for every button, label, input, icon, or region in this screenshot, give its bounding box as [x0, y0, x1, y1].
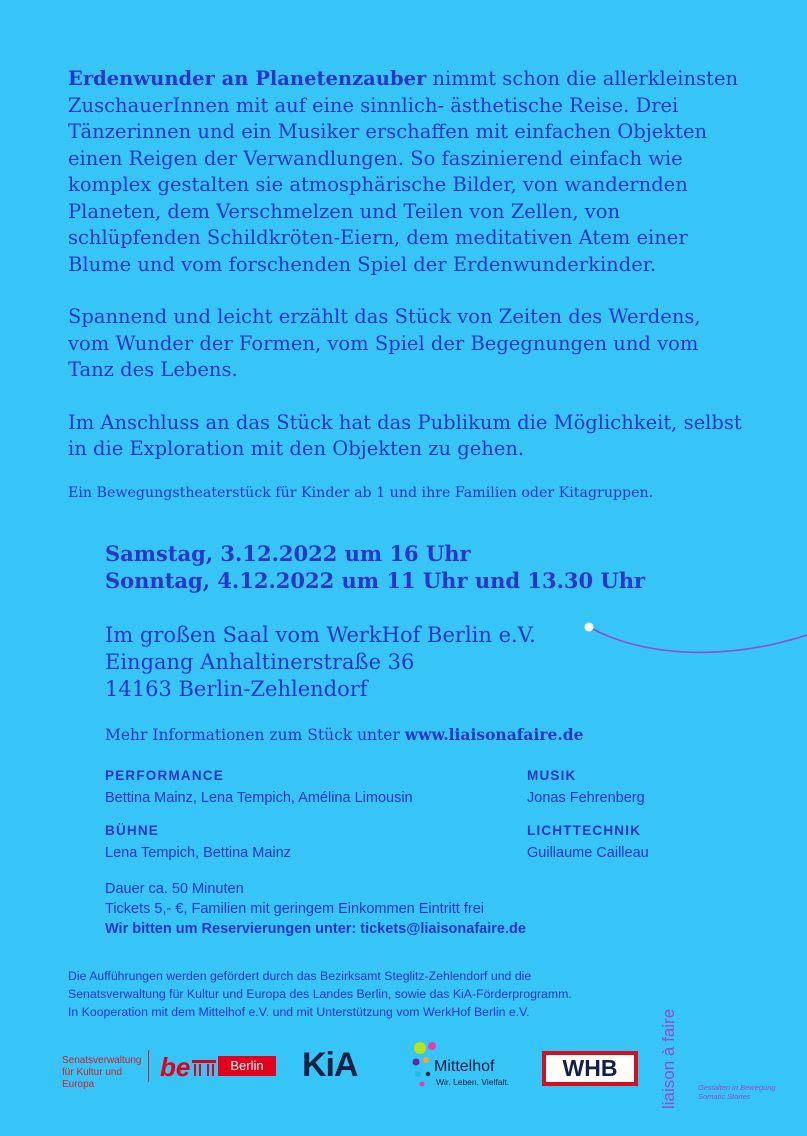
- whb-logo-text: WHB: [546, 1055, 634, 1082]
- be-logo-text: be: [160, 1052, 191, 1082]
- liaison-tagline-line: Somatic Stories: [698, 1092, 751, 1101]
- performance-dates: [105, 540, 725, 594]
- funding-notice: [68, 967, 748, 1021]
- credit-role: MUSIK: [527, 768, 577, 783]
- whb-logo: [542, 1051, 638, 1086]
- date-saturday: Samstag, 3.12.2022 um 16 Uhr: [105, 541, 471, 566]
- credit-lichttechnik: [527, 822, 727, 863]
- credit-role: PERFORMANCE: [105, 768, 224, 783]
- more-info: [105, 725, 725, 745]
- duration: Dauer ca. 50 Minuten: [105, 881, 244, 897]
- intro-paragraph-1-text: nimmt schon die allerkleinsten ZuschauerInnen mit auf eine sinnlich- ästhetische Reise. Drei Tänzerinnen und ein Musiker erschaffen mit einfachen Objekten einen Reigen der Verwandlungen. So faszinierend einfach wie komplex gestalten sie atmosphärische Bilder, von wandernden Planeten, dem Verschmelzen und Teilen von Zellen, von schlüpfenden Schildkröten-Eiern, dem meditativen Atem einer Blume und vom forschenden Spiel der Erdenwunderkinder.: [68, 67, 739, 276]
- website-link[interactable]: www.liaisonafaire.de: [404, 725, 584, 744]
- venue-city: 14163 Berlin-Zehlendorf: [105, 677, 368, 701]
- mittelhof-logo: [410, 1040, 520, 1092]
- senat-logo-line: Senatsverwaltung: [62, 1055, 142, 1066]
- liaison-logo-text: liaison à faire: [659, 1008, 678, 1109]
- liaison-tagline-line: Gestalten in Bewegung: [698, 1083, 776, 1092]
- credit-musik: [527, 767, 727, 808]
- practical-info: [105, 879, 725, 939]
- credit-role: BÜHNE: [105, 823, 160, 838]
- senatsverwaltung-logo: [62, 1055, 152, 1091]
- mittelhof-logo-name: Mittelhof: [434, 1058, 495, 1075]
- more-info-label: Mehr Informationen zum Stück unter: [105, 726, 405, 744]
- venue-address: [105, 622, 665, 703]
- mittelhof-logo-tagline: Wir. Leben. Vielfalt.: [436, 1077, 510, 1087]
- berlin-logo-box: Berlin: [218, 1056, 276, 1076]
- liaison-a-faire-logo: [659, 1008, 780, 1115]
- intro-paragraph-2: Spannend und leicht erzählt das Stück von Zeiten des Werdens, vom Wunder der Formen, vom Spiel der Begegnungen und vom Tanz des Lebens.: [68, 305, 701, 381]
- be-berlin-logo: [160, 1052, 278, 1082]
- venue-street: Eingang Anhaltinerstraße 36: [105, 650, 415, 674]
- kia-logo: [302, 1045, 394, 1085]
- logo-divider: [148, 1050, 149, 1082]
- intro-paragraph-3: Im Anschluss an das Stück hat das Publikum die Möglichkeit, selbst in die Exploration mit den Objekten zu gehen.: [68, 410, 742, 460]
- intro-paragraph-1: [68, 66, 748, 278]
- funding-line: Senatsverwaltung für Kultur und Europa des Landes Berlin, sowie das KiA-Förderprogramm.: [68, 987, 572, 1001]
- funding-line: In Kooperation mit dem Mittelhof e.V. und mit Unterstützung vom WerkHof Berlin e.V.: [68, 1005, 530, 1019]
- credit-names: Jonas Fehrenberg: [527, 790, 645, 806]
- credit-role: LICHTTECHNIK: [527, 823, 642, 838]
- venue-name: Im großen Saal vom WerkHof Berlin e.V.: [105, 623, 536, 647]
- credit-names: Guillaume Cailleau: [527, 845, 649, 861]
- kia-logo-text: KiA: [302, 1046, 358, 1084]
- senat-logo-line: für Kultur und Europa: [62, 1067, 123, 1090]
- brandenburg-gate-icon: [192, 1058, 216, 1078]
- intro-text: [68, 66, 748, 489]
- date-sunday: Sonntag, 4.12.2022 um 11 Uhr und 13.30 Uhr: [105, 568, 646, 593]
- credit-buehne: [105, 822, 525, 863]
- credits: [105, 767, 725, 867]
- ticket-prices: Tickets 5,- €, Familien mit geringem Einkommen Eintritt frei: [105, 901, 484, 917]
- credit-performance: [105, 767, 525, 808]
- reservation-email[interactable]: Wir bitten um Reservierungen unter: tickets@liaisonafaire.de: [105, 921, 526, 937]
- credit-names: Bettina Mainz, Lena Tempich, Amélina Limousin: [105, 790, 413, 806]
- credit-names: Lena Tempich, Bettina Mainz: [105, 845, 291, 861]
- funding-line: Die Aufführungen werden gefördert durch das Bezirksamt Steglitz-Zehlendorf und die: [68, 969, 532, 983]
- liaison-logo-tagline: [698, 1083, 776, 1101]
- target-audience: Ein Bewegungstheaterstück für Kinder ab 1 und ihre Familien oder Kitagruppen.: [68, 485, 654, 501]
- play-title: Erdenwunder an Planetenzauber: [68, 67, 427, 90]
